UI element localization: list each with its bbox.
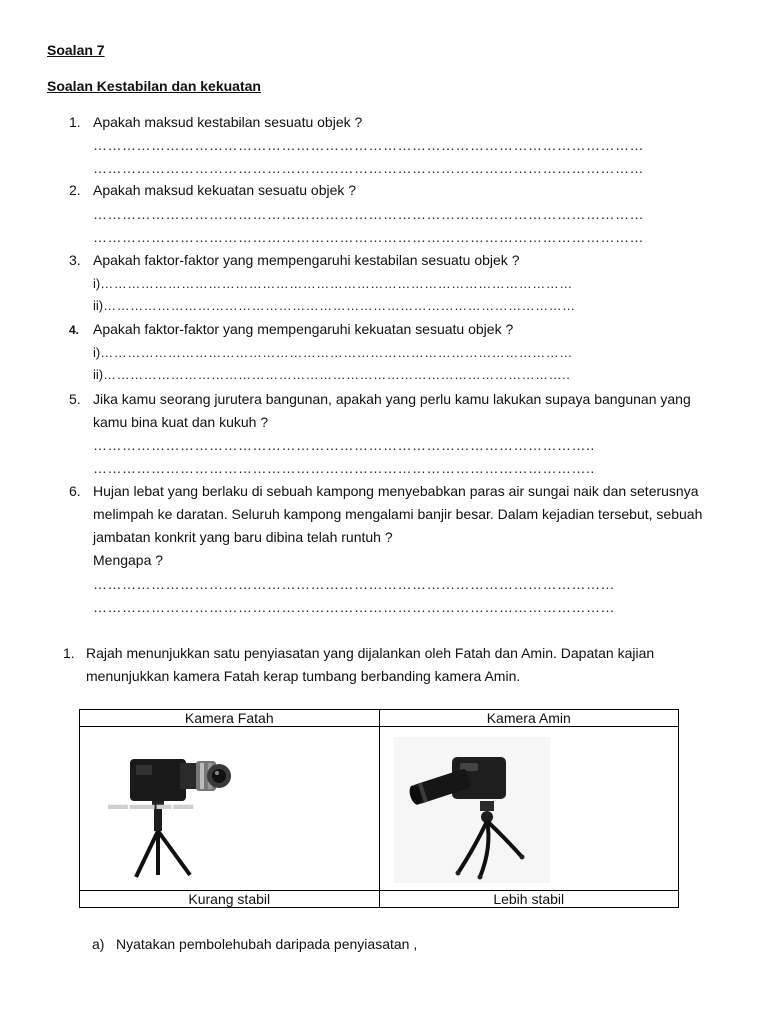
question-text: Hujan lebat yang berlaku di sebuah kampong menyebabkan paras air sungai naik dan seterusnya	[93, 483, 699, 499]
answer-line: ………………………………………………………………………………………………	[93, 599, 615, 615]
camera-amin-cell	[379, 727, 679, 891]
column-header-amin: Kamera Amin	[379, 710, 679, 727]
answer-line: ………………………………………………………………………………………………	[93, 576, 615, 592]
label-ii: ii)	[93, 367, 104, 382]
camera-fatah-cell	[80, 727, 380, 891]
answer-line: ……………………………………………………………………………………………………	[93, 229, 644, 245]
answer-line: ……………………………………………………………………………………………………	[93, 160, 644, 176]
question-text: kamu bina kuat dan kukuh ?	[93, 414, 269, 430]
camera-comparison-table	[79, 709, 679, 908]
answer-line: …………………………………………………………………………………………..	[93, 460, 595, 476]
question-number: 1.	[69, 114, 81, 130]
answer-label-i	[93, 345, 573, 360]
column-header-fatah: Kamera Fatah	[80, 710, 380, 727]
question-number: 2.	[69, 182, 81, 198]
watermark-text: ▀▀▀▀ ▀▀▀▀▀ ▀▀▀ ▀▀▀▀	[108, 806, 194, 813]
question-text: menunjukkan kamera Fatah kerap tumbang berbanding kamera Amin.	[86, 668, 521, 684]
label-i: i)	[93, 345, 101, 360]
camera-on-short-tripod-image	[380, 727, 678, 887]
question-text: Mengapa ?	[93, 552, 164, 568]
question-text: Jika kamu seorang jurutera bangunan, apakah yang perlu kamu lakukan supaya bangunan yang	[93, 391, 691, 407]
question-text: Apakah maksud kekuatan sesuatu objek ?	[93, 182, 357, 198]
sub-question-label: a)	[92, 936, 105, 952]
section-title: Soalan Kestabilan dan kekuatan	[47, 78, 261, 94]
label-i: i)	[93, 276, 101, 291]
answer-line: …………………………………………………………………………………………..	[103, 367, 571, 382]
sub-question-text: Nyatakan pembolehubah daripada penyiasatan ,	[116, 936, 418, 952]
answer-line: ……………………………………………………………………………………………	[103, 298, 576, 313]
answer-label-ii	[93, 298, 576, 313]
answer-line: …………………………………………………………………………………………..	[93, 437, 595, 453]
answer-line: ……………………………………………………………………………………………………	[93, 137, 644, 153]
question-number: 1.	[63, 645, 75, 661]
answer-line: ……………………………………………………………………………………………………	[93, 206, 644, 222]
label-ii: ii)	[93, 298, 104, 313]
answer-label-i	[93, 276, 573, 291]
question-text: Apakah maksud kestabilan sesuatu objek ?	[93, 114, 363, 130]
question-text: Apakah faktor-faktor yang mempengaruhi kekuatan sesuatu objek ?	[93, 321, 514, 337]
answer-line: ……………………………………………………………………………………………	[100, 276, 573, 291]
question-number: 3.	[69, 252, 81, 268]
answer-label-ii	[93, 367, 570, 382]
question-text: Apakah faktor-faktor yang mempengaruhi kestabilan sesuatu objek ?	[93, 252, 520, 268]
page-title: Soalan 7	[47, 42, 105, 58]
camera-on-tall-tripod-image	[80, 727, 378, 887]
question-number: 4.	[69, 323, 80, 337]
question-number: 6.	[69, 483, 81, 499]
question-text: melimpah ke daratan. Seluruh kampong mengalami banjir besar. Dalam kejadian tersebut, sebuah	[93, 506, 703, 522]
question-text: jambatan konkrit yang baru dibina telah runtuh ?	[93, 529, 393, 545]
question-text: Rajah menunjukkan satu penyiasatan yang dijalankan oleh Fatah dan Amin. Dapatan kajian	[86, 645, 655, 661]
answer-line: ……………………………………………………………………………………………	[100, 345, 573, 360]
question-number: 5.	[69, 391, 81, 407]
caption-fatah: Kurang stabil	[80, 891, 380, 908]
caption-amin: Lebih stabil	[379, 891, 679, 908]
